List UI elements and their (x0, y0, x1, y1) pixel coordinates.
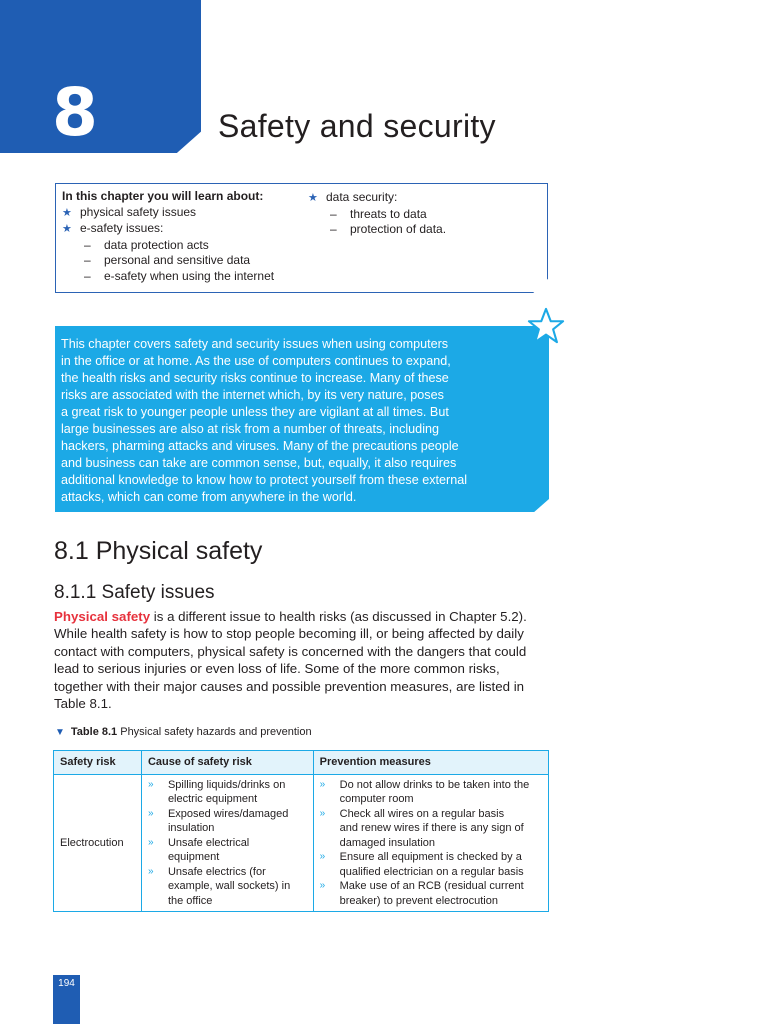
section-heading: 8.1 Physical safety (54, 537, 263, 565)
table-caption: ▼ Table 8.1 Physical safety hazards and prevention (55, 726, 312, 738)
triangle-down-icon: ▼ (55, 727, 65, 738)
table-header: Cause of safety risk (141, 751, 313, 775)
prevention-cell: » Do not allow drinks to be taken into the computer room » Check all wires on a regular basis and renew wires if there is any sign of damaged insulation » Ensure all equipment is checked by a qualified electrician on a regular basis » Make use of an RCB (residual current breaker) to prevent electrocution (313, 774, 548, 912)
list-item: ★ data security: (308, 190, 446, 207)
keyword-term[interactable]: Physical safety (54, 609, 151, 624)
hazards-table (53, 750, 549, 912)
chapter-title: Safety and security (218, 108, 496, 144)
list-item: – personal and sensitive data (84, 253, 251, 267)
list-item: – protection of data. (330, 222, 447, 236)
double-chevron-icon: » (319, 880, 326, 891)
risk-cell: Electrocution (54, 774, 142, 912)
double-chevron-icon: » (319, 778, 326, 790)
list-item: – e-safety when using the internet (84, 268, 275, 283)
causes-cell: » Spilling liquids/drinks on electric equipment » Exposed wires/damaged insulation » Unsafe electrical equipment » Unsafe electrics (for example, wall sockets) in the office (141, 774, 313, 912)
star-icon: ★ (308, 192, 318, 204)
list-item: ★ physical safety issues (62, 205, 274, 222)
subsection-heading: 8.1.1 Safety issues (54, 582, 215, 603)
learning-objectives-right (308, 190, 446, 238)
learning-objectives-heading: In this chapter you will learn about: (62, 189, 264, 203)
star-icon: ★ (62, 206, 72, 219)
list-item: – data protection acts (84, 237, 209, 252)
table-header: Prevention measures (313, 751, 548, 775)
body-paragraph: Physical safety is a different issue to health risks (as discussed in Chapter 5.2). While health safety is how to stop people becoming ill, or being affected by daily contact with computers, physical safety is concerned with the dangers that could lead to serious injuries or even loss of life. Some of the more common risks, together with their major causes and possible prevention measures, are listed in Table 8.1. (54, 609, 527, 712)
star-icon: ★ (62, 223, 72, 235)
double-chevron-icon: » (147, 865, 154, 877)
double-chevron-icon: » (319, 807, 326, 819)
double-chevron-icon: » (147, 807, 154, 819)
list-item: ★ e-safety issues: (62, 221, 274, 238)
learning-objectives-left (62, 189, 274, 284)
intro-paragraph: This chapter covers safety and security issues when using computers in the office or at home. As the use of computers continues to expand, the health risks and security risks continue to increase. Many of these risks are associated with the internet which, by its very nature, poses a great risk to younger people unless they are vigilant at all times. But large businesses are also at risk from a number of threats, including hackers, pharming attacks and viruses. Many of the precautions people and business can take are common sense, but, equally, it also requires additional knowledge to know how to protect yourself from these external attacks, which can come from anywhere in the world. (61, 337, 468, 504)
table-row (54, 774, 549, 912)
double-chevron-icon: » (147, 836, 154, 848)
chapter-number: 8 (52, 74, 98, 151)
double-chevron-icon: » (147, 778, 154, 790)
double-chevron-icon: » (319, 851, 326, 862)
page-number: 194 (58, 978, 75, 989)
list-item: – threats to data (330, 206, 427, 221)
table-header: Safety risk (54, 751, 142, 775)
